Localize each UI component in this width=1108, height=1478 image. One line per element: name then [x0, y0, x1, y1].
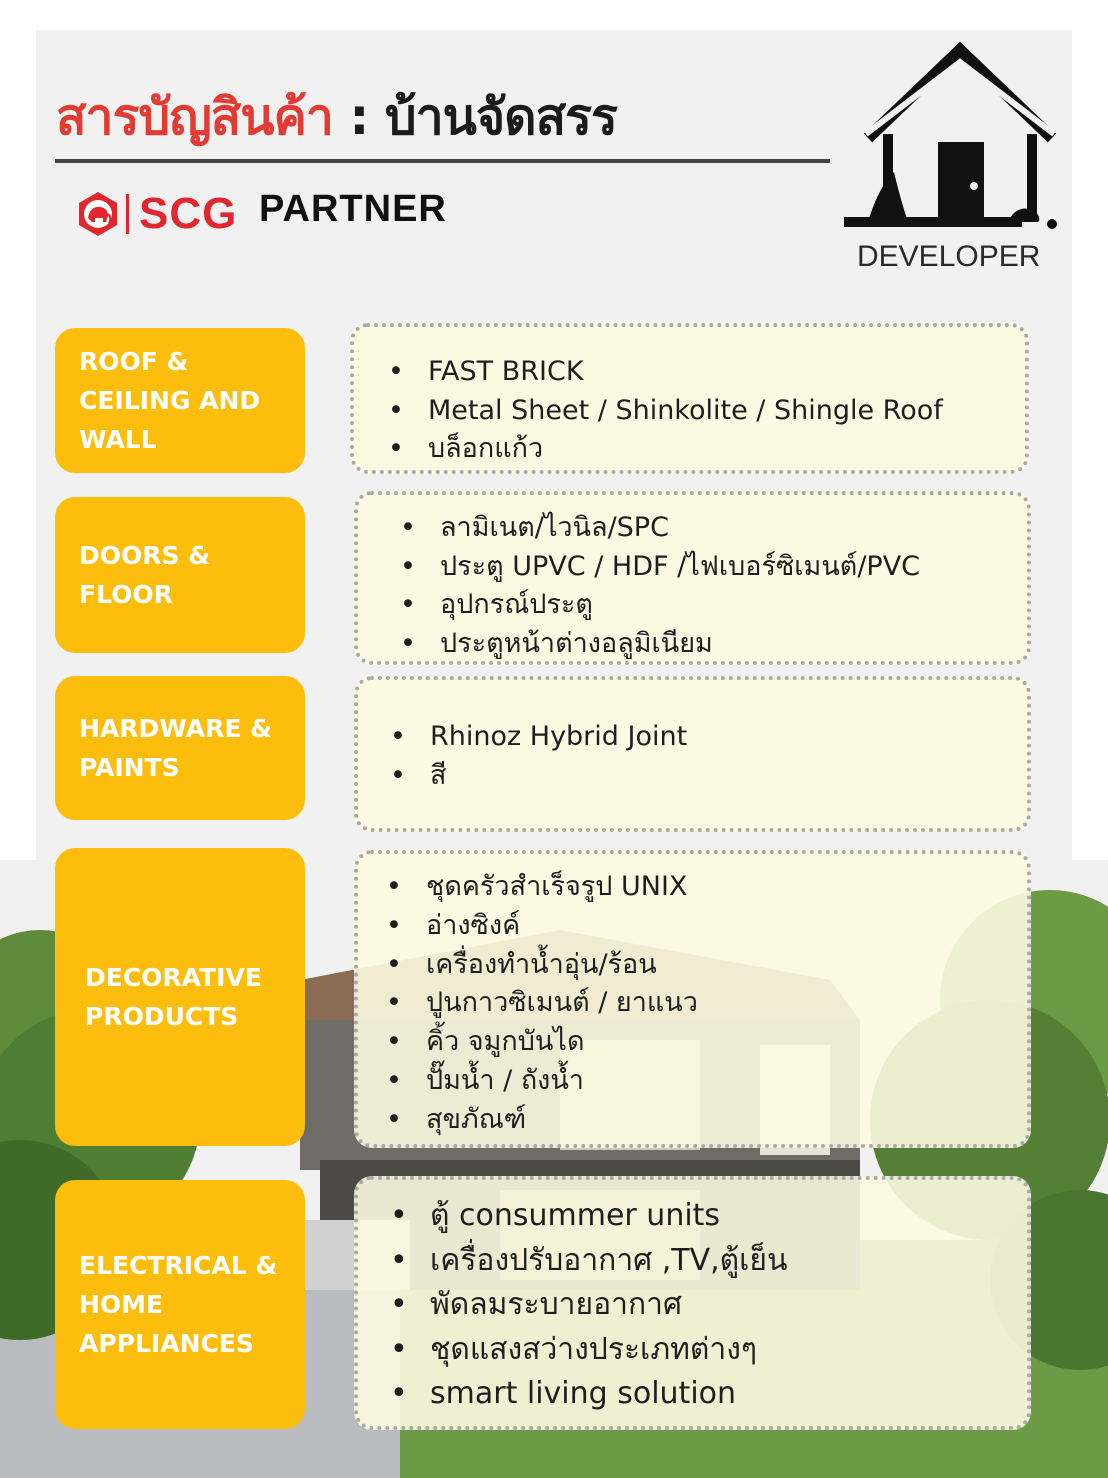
logo-separator	[126, 194, 129, 234]
list-item: • smart living solution	[430, 1372, 788, 1417]
category-label-line: DOORS &	[79, 541, 211, 570]
item-list	[430, 718, 687, 795]
list-item: • เครื่องปรับอากาศ ,TV,ตู้เย็น	[430, 1239, 788, 1284]
item-box-electrical	[354, 1176, 1031, 1430]
list-item: • Metal Sheet / Shinkolite / Shingle Roof	[428, 392, 943, 431]
list-item: • ชุดแสงสว่างประเภทต่างๆ	[430, 1328, 788, 1373]
item-box-decorative	[354, 850, 1031, 1148]
house-icon	[838, 38, 1062, 234]
list-item: • ตู้ consummer units	[430, 1194, 788, 1239]
list-item: • สุขภัณฑ์	[426, 1101, 698, 1140]
category-label-line: ELECTRICAL &	[79, 1251, 278, 1280]
item-list	[440, 509, 920, 663]
category-label-line: ROOF &	[79, 347, 189, 376]
item-list	[430, 1194, 788, 1417]
list-item: • อ่างซิงค์	[426, 907, 698, 946]
category-label-line: FLOOR	[79, 580, 173, 609]
list-item: • ชุดครัวสำเร็จรูป UNIX	[426, 868, 698, 907]
list-item: • Rhinoz Hybrid Joint	[430, 718, 687, 757]
category-roof-ceiling-wall	[55, 328, 305, 473]
category-decorative-products	[55, 848, 305, 1146]
item-list	[426, 868, 698, 1140]
list-item: • ปั๊มน้ำ / ถังน้ำ	[426, 1062, 698, 1101]
category-label-line: PRODUCTS	[85, 1002, 239, 1031]
partner-label: PARTNER	[259, 188, 447, 230]
title-divider	[55, 159, 830, 163]
category-label-line: CEILING AND	[79, 386, 261, 415]
category-label-line: DECORATIVE	[85, 963, 262, 992]
item-box-roof	[350, 323, 1029, 474]
category-label-line: PAINTS	[79, 753, 180, 782]
category-label-line: HARDWARE &	[79, 714, 272, 743]
list-item: • สี	[430, 757, 687, 796]
category-hardware-paints	[55, 676, 305, 820]
list-item: • คิ้ว จมูกบันได	[426, 1023, 698, 1062]
list-item: • เครื่องทำน้ำอุ่น/ร้อน	[426, 946, 698, 985]
scg-logo	[74, 188, 237, 240]
list-item: • พัดลมระบายอากาศ	[430, 1283, 788, 1328]
page-title	[56, 78, 617, 157]
list-item: • ประตูหน้าต่างอลูมิเนียม	[440, 625, 920, 664]
category-label-line: APPLIANCES	[79, 1329, 254, 1358]
developer-label: DEVELOPER	[857, 240, 1041, 273]
category-doors-floor	[55, 497, 305, 653]
title-highlight: สารบัญสินค้า	[56, 88, 334, 146]
list-item: • FAST BRICK	[428, 353, 943, 392]
item-list	[428, 353, 943, 469]
list-item: • อุปกรณ์ประตู	[440, 586, 920, 625]
category-label-line: WALL	[79, 425, 157, 454]
list-item: • ปูนกาวซิเมนต์ / ยาแนว	[426, 984, 698, 1023]
category-electrical-home-appliances	[55, 1180, 305, 1429]
brand-wordmark: SCG	[139, 189, 238, 238]
elephant-emblem-icon	[74, 190, 122, 238]
category-label-line: HOME	[79, 1290, 164, 1319]
item-box-doors	[354, 491, 1031, 665]
title-rest: : บ้านจัดสรร	[333, 88, 617, 146]
list-item: • บล็อกแก้ว	[428, 430, 943, 469]
list-item: • ลามิเนต/ไวนิล/SPC	[440, 509, 920, 548]
item-box-hardware	[354, 676, 1031, 832]
list-item: • ประตู UPVC / HDF /ไฟเบอร์ซิเมนต์/PVC	[440, 548, 920, 587]
